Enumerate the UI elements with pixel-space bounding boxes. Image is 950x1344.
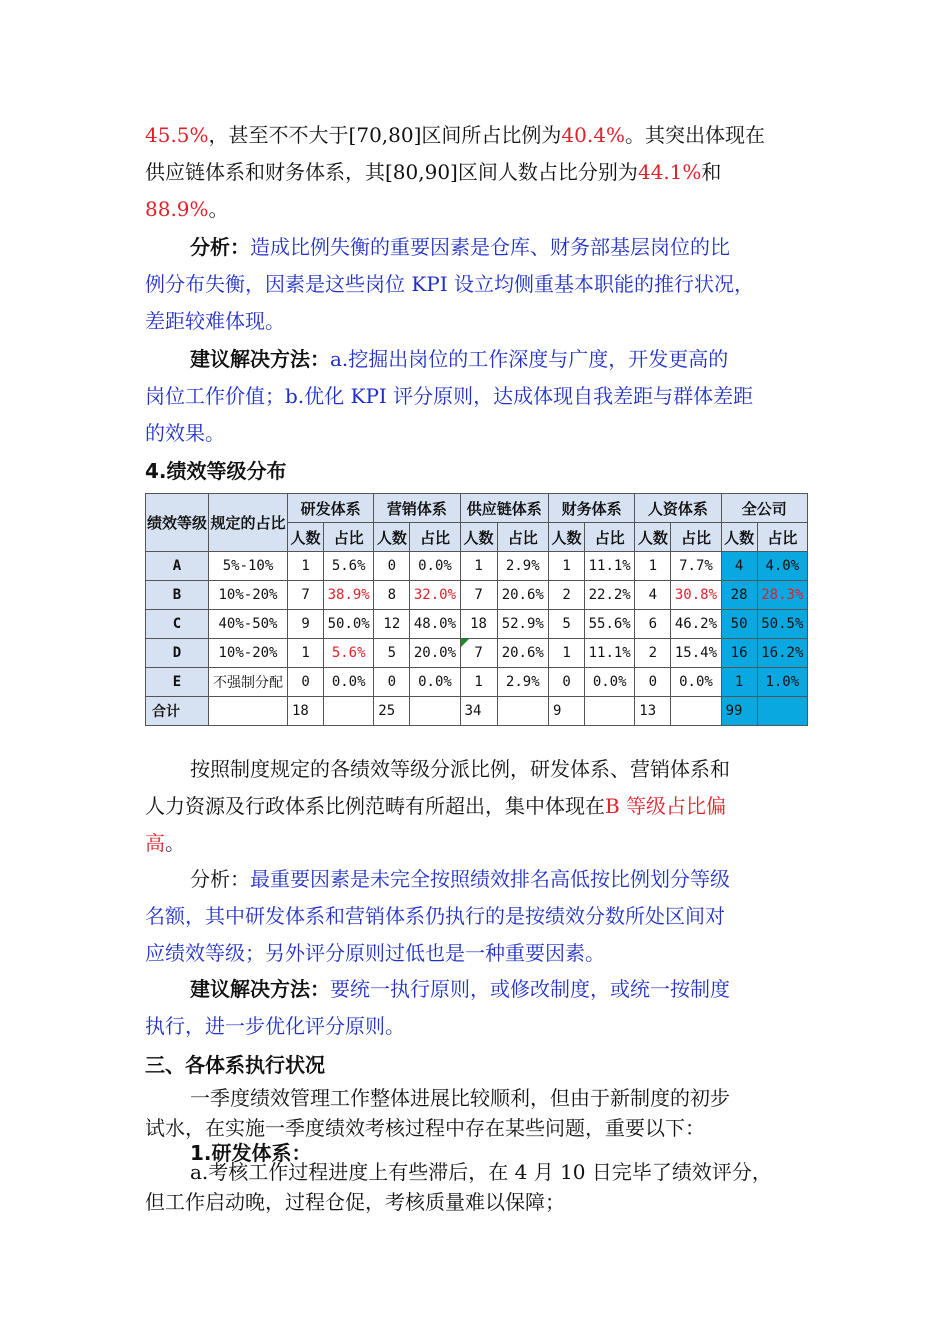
table-cell: 48.0% <box>410 610 460 639</box>
table-row <box>146 581 808 610</box>
table-cell: 0 <box>374 552 410 581</box>
total-label: 合计 <box>146 697 209 726</box>
cell-ratio: 5%-10% <box>209 552 288 581</box>
table-cell-empty <box>324 697 374 726</box>
table-cell: 2 <box>635 639 671 668</box>
company-cell: 16 <box>721 639 757 668</box>
text-line <box>145 191 810 228</box>
text-line: 试水，在实施一季度绩效考核过程中存在某些问题，重要以下： <box>145 1116 705 1140</box>
paragraph-suggestion-2 <box>145 971 810 1045</box>
table-cell: 4 <box>635 581 671 610</box>
table-cell: 0.0% <box>585 668 635 697</box>
text-line: 例分布失衡，因素是这些岗位 KPI 设立均侧重基本职能的推行状况， <box>145 272 755 296</box>
text-span: 人力资源及行政体系比例范畴有所超出，集中体现在 <box>145 794 605 818</box>
text-line: 一季度绩效管理工作整体进展比较顺利，但由于新制度的初步 <box>190 1086 730 1110</box>
subheader-pct: 占比 <box>410 523 460 552</box>
table-cell: 20.6% <box>497 581 548 610</box>
table-cell-highlight: 5.6% <box>324 639 374 668</box>
text-line: 但工作启动晚，过程仓促，考核质量难以保障； <box>145 1190 565 1214</box>
table-cell: 0.0% <box>410 552 460 581</box>
company-cell-highlight: 28.3% <box>757 581 807 610</box>
text-line: 按照制度规定的各绩效等级分派比例，研发体系、营销体系和 <box>190 757 730 781</box>
table-cell: 46.2% <box>671 610 721 639</box>
highlight-value: 44.1% <box>637 160 702 184</box>
paragraph-analysis-1 <box>145 229 810 340</box>
table-cell: 50.0% <box>324 610 374 639</box>
total-cell: 34 <box>460 697 497 726</box>
paragraph-execution-intro <box>145 1083 810 1143</box>
text-line: 的效果。 <box>145 421 225 445</box>
table-cell-highlight: 32.0% <box>410 581 460 610</box>
table-cell: 1 <box>288 639 324 668</box>
table-cell: 18 <box>460 610 497 639</box>
table-row <box>146 552 808 581</box>
table-cell: 2.9% <box>497 668 548 697</box>
table-row <box>146 668 808 697</box>
table-cell: 2.9% <box>497 552 548 581</box>
table-cell-highlight: 38.9% <box>324 581 374 610</box>
text-line <box>145 825 810 862</box>
paragraph-ratio-summary <box>145 117 810 228</box>
table-cell: 5 <box>374 639 410 668</box>
suggestion-label: 建议解决方法： <box>190 977 330 1001</box>
header-group: 研发体系 <box>288 494 374 523</box>
text-line <box>145 154 810 191</box>
header-group: 营销体系 <box>374 494 460 523</box>
section-heading-execution: 三、各体系执行状况 <box>145 1053 325 1077</box>
text-span: 和 <box>701 160 722 184</box>
subheader-count: 人数 <box>374 523 410 552</box>
table-cell: 7 <box>460 639 497 668</box>
table-cell: 20.0% <box>410 639 460 668</box>
suggestion-label: 建议解决方法： <box>190 347 330 371</box>
table-cell-empty <box>585 697 635 726</box>
subheader-count: 人数 <box>635 523 671 552</box>
analysis-label: 分析： <box>190 867 250 891</box>
paragraph-suggestion-1 <box>145 341 810 452</box>
table-cell: 7.7% <box>671 552 721 581</box>
text-span: 供应链体系和财务体系，其[80,90]区间人数占比分别为 <box>145 160 638 184</box>
table-cell: 1 <box>460 668 497 697</box>
table-cell-highlight: 30.8% <box>671 581 721 610</box>
text-line <box>145 229 810 266</box>
cell-level: B <box>146 581 209 610</box>
table-cell: 0.0% <box>410 668 460 697</box>
text-line <box>145 117 810 154</box>
text-line: 名额，其中研发体系和营销体系仍执行的是按绩效分数所处区间对 <box>145 904 725 928</box>
text-span: 。 <box>165 831 185 855</box>
subheader-pct: 占比 <box>757 523 807 552</box>
highlight-value: 45.5% <box>145 123 209 147</box>
text-line <box>145 971 810 1008</box>
text-line: 执行，进一步优化评分原则。 <box>145 1014 405 1038</box>
company-cell: 1.0% <box>757 668 807 697</box>
table-cell: 11.1% <box>585 639 635 668</box>
table-row <box>146 610 808 639</box>
cell-level: C <box>146 610 209 639</box>
header-group: 供应链体系 <box>460 494 548 523</box>
table-cell: 22.2% <box>585 581 635 610</box>
analysis-label: 分析： <box>190 235 250 259</box>
cell-ratio: 40%-50% <box>209 610 288 639</box>
subheader-count: 人数 <box>549 523 585 552</box>
subheader-count: 人数 <box>460 523 497 552</box>
table-cell: 20.6% <box>497 639 548 668</box>
company-cell-empty <box>757 697 807 726</box>
table-cell-empty <box>209 697 288 726</box>
total-cell: 9 <box>549 697 585 726</box>
text-line: 岗位工作价值；b.优化 KPI 评分原则，达成体现自我差距与群体差距 <box>145 384 754 408</box>
header-group: 财务体系 <box>549 494 635 523</box>
table-cell: 0 <box>635 668 671 697</box>
subheader-count: 人数 <box>721 523 757 552</box>
cell-ratio: 10%-20% <box>209 639 288 668</box>
text-span: 造成比例失衡的重要因素是仓库、财务部基层岗位的比 <box>250 235 730 259</box>
table-cell: 5.6% <box>324 552 374 581</box>
text-line: 应绩效等级；另外评分原则过低也是一种重要因素。 <box>145 941 605 965</box>
highlight-text: B 等级占比偏 <box>605 794 727 818</box>
table-cell: 15.4% <box>671 639 721 668</box>
text-span: 最重要因素是未完全按照绩效排名高低按比例划分等级 <box>250 867 730 891</box>
table-row <box>146 639 808 668</box>
total-cell: 18 <box>288 697 324 726</box>
total-cell: 25 <box>374 697 410 726</box>
company-cell: 50.5% <box>757 610 807 639</box>
company-cell: 50 <box>721 610 757 639</box>
text-span: 。其突出体现在 <box>624 123 765 147</box>
section-heading-grade-distribution: 4.绩效等级分布 <box>145 459 287 483</box>
text-line <box>145 341 810 378</box>
company-total-cell: 99 <box>721 697 757 726</box>
total-cell: 13 <box>635 697 671 726</box>
table-header-row <box>146 494 808 523</box>
company-cell: 16.2% <box>757 639 807 668</box>
subheader-pct: 占比 <box>324 523 374 552</box>
table-total-row <box>146 697 808 726</box>
table-cell: 2 <box>549 581 585 610</box>
table-cell: 1 <box>460 552 497 581</box>
subsection-heading-rd: 1.研发体系： <box>190 1141 312 1165</box>
text-line: a.考核工作过程进度上有些滞后，在 4 月 10 日完毕了绩效评分， <box>190 1160 772 1184</box>
cell-level: E <box>146 668 209 697</box>
header-group: 全公司 <box>721 494 807 523</box>
text-line: 差距较难体现。 <box>145 309 285 333</box>
cell-level: D <box>146 639 209 668</box>
subheader-pct: 占比 <box>497 523 548 552</box>
table-cell-empty <box>671 697 721 726</box>
company-cell: 1 <box>721 668 757 697</box>
table-cell: 1 <box>288 552 324 581</box>
text-line <box>145 861 810 898</box>
table-cell: 0.0% <box>324 668 374 697</box>
grade-distribution-table <box>145 493 808 726</box>
company-cell: 4 <box>721 552 757 581</box>
paragraph-grade-overrun <box>145 751 810 862</box>
table-cell: 5 <box>549 610 585 639</box>
table-cell: 9 <box>288 610 324 639</box>
table-cell: 6 <box>635 610 671 639</box>
cell-level: A <box>146 552 209 581</box>
table-cell: 0 <box>288 668 324 697</box>
highlight-text: 高 <box>145 831 165 855</box>
table-cell: 7 <box>460 581 497 610</box>
table-cell: 8 <box>374 581 410 610</box>
highlight-value: 40.4% <box>561 123 625 147</box>
table-cell: 52.9% <box>497 610 548 639</box>
cell-ratio: 10%-20% <box>209 581 288 610</box>
table-cell-empty <box>497 697 548 726</box>
highlight-value: 88.9% <box>145 197 209 221</box>
subheader-count: 人数 <box>288 523 324 552</box>
text-span: 。 <box>208 197 229 221</box>
text-span: ，甚至不不大于[70,80]区间所占比例为 <box>208 123 562 147</box>
table-cell: 11.1% <box>585 552 635 581</box>
text-span: a.挖掘出岗位的工作深度与广度，开发更高的 <box>330 347 729 371</box>
text-line <box>145 788 810 825</box>
company-cell: 28 <box>721 581 757 610</box>
header-ratio: 规定的占比 <box>209 494 288 552</box>
table-cell: 12 <box>374 610 410 639</box>
text-span: 要统一执行原则，或修改制度，或统一按制度 <box>330 977 730 1001</box>
table-cell: 1 <box>635 552 671 581</box>
table-cell: 1 <box>549 552 585 581</box>
company-cell: 4.0% <box>757 552 807 581</box>
subheader-pct: 占比 <box>671 523 721 552</box>
table-cell: 0 <box>374 668 410 697</box>
paragraph-rd-issue-a <box>145 1157 810 1217</box>
header-group: 人资体系 <box>635 494 721 523</box>
table-cell: 1 <box>549 639 585 668</box>
subheader-pct: 占比 <box>585 523 635 552</box>
header-level: 绩效等级 <box>146 494 209 552</box>
table-cell: 55.6% <box>585 610 635 639</box>
table-cell: 0 <box>549 668 585 697</box>
table-cell-empty <box>410 697 460 726</box>
paragraph-analysis-2 <box>145 861 810 972</box>
table-cell: 7 <box>288 581 324 610</box>
table-cell: 0.0% <box>671 668 721 697</box>
cell-ratio: 不强制分配 <box>209 668 288 697</box>
